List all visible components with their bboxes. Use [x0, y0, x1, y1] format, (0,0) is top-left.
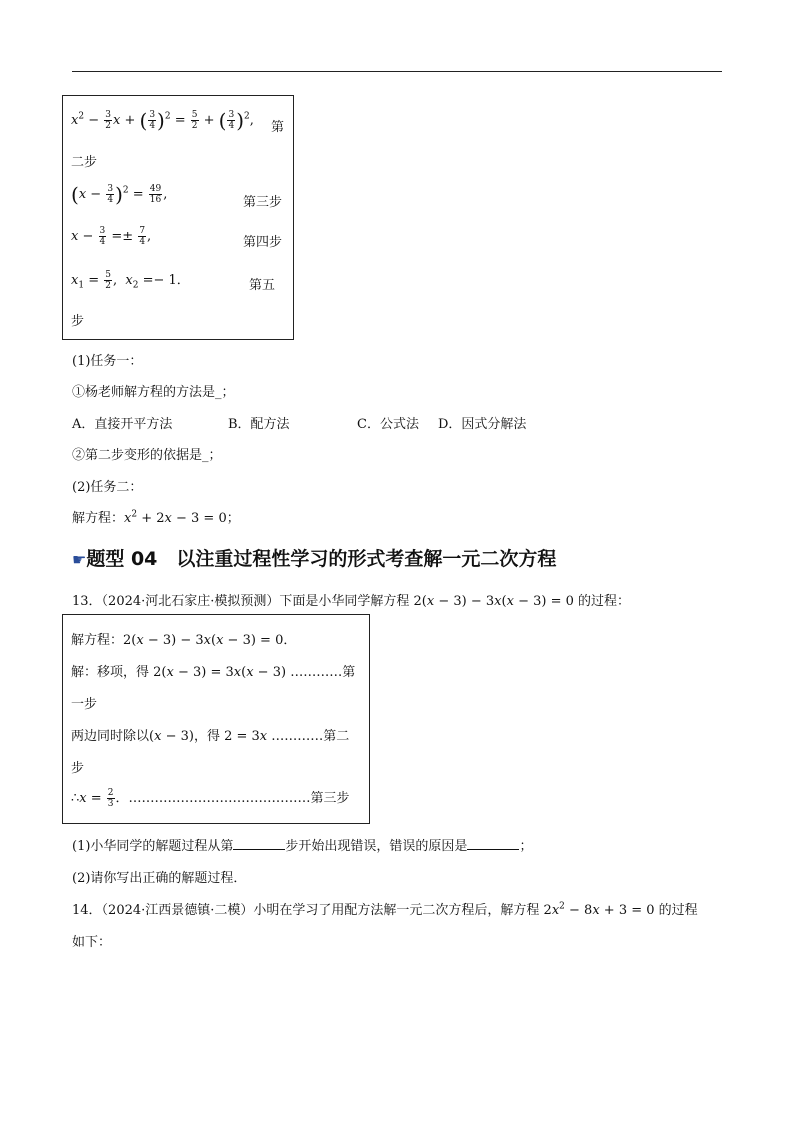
solution-steps-box: [62, 95, 294, 340]
step2-label-a: 第: [271, 120, 285, 135]
q13-stem-text: 13．（2024·河北石家庄·模拟预测）下面是小华同学解方程: [72, 594, 410, 609]
task1-title: (1)任务一：: [72, 354, 143, 369]
step3-equation: (x − $\frac{3}{4}$ )$^2$ = $\frac{49}{16}$ ,: [71, 182, 168, 207]
q14-stem: 14．（2024·江西景德镇·二模）小明在学习了用配方法解一元二次方程后，解方程 $2x^2 - 8x + 3 = 0$ 的过程: [72, 901, 698, 918]
q13-line1-prefix: 解方程：: [71, 633, 124, 648]
section-title: 题型 04 以注重过程性学习的形式考查解一元二次方程: [86, 548, 557, 570]
task2-prompt: 解方程：: [72, 511, 125, 526]
option-a: A．直接开平方法: [72, 417, 173, 432]
q13-sub2: (2)请你写出正确的解题过程．: [72, 871, 247, 886]
task1-question1: ①杨老师解方程的方法是_；: [72, 385, 235, 400]
step3-label: 第三步: [243, 195, 283, 210]
answer-blank-step[interactable]: [233, 836, 285, 850]
q13-line4-prefix: ∴: [71, 791, 80, 806]
q13-sub1-c: ；: [519, 839, 533, 854]
q13-line3-dots: …………第二: [271, 729, 350, 744]
q13-line1: 解方程：2(x − 3) − 3x(x − 3) = 0．: [71, 633, 297, 648]
header-rule: [72, 71, 722, 72]
q14-text-a: 14．（2024·江西景德镇·二模）小明在学习了用配方法解一元二次方程后，解方程: [72, 903, 540, 918]
q13-sub1-a: (1)小华同学的解题过程从第: [72, 839, 234, 854]
q13-line3: 两边同时除以(x − 3)，得 2 = 3x …………第二: [71, 729, 350, 744]
step5-equation: $x_1$ = $\frac{5}{2}$ , $x_2 =- 1$．: [71, 270, 190, 291]
section-heading: [72, 544, 556, 571]
step5-label-b: 步: [71, 314, 85, 329]
q14-text-b: 的过程: [658, 903, 698, 918]
q13-line2-prefix: 解：移项，得: [71, 665, 150, 680]
step2-equation: $x^2$ − $\frac{3}{2}$ x + ( $\frac{3}{4}$ )$^2$ = $\frac{5}{2}$ + ( $\frac{3}{4}$ )$^2$,: [71, 108, 254, 133]
task1-question2: ②第二步变形的依据是_；: [72, 448, 222, 463]
option-c: C．公式法: [357, 417, 419, 432]
task2-title: (2)任务二：: [72, 480, 143, 495]
q13-line2-cont: 一步: [71, 697, 98, 712]
q14-text-c: 如下：: [72, 935, 112, 950]
step2-label-b: 二步: [71, 155, 98, 170]
q13-line2-dots: …………第: [290, 665, 356, 680]
q13-stem-suffix: 的过程：: [578, 594, 631, 609]
q13-line3-cont: 步: [71, 761, 85, 776]
q13-solution-box: [62, 614, 370, 824]
step5-label-a: 第五: [249, 278, 276, 293]
q13-line4: ∴x = $\frac{2}{3}$ ．……………………………………第三步: [71, 788, 350, 809]
q13-line3-mid: ，得: [193, 729, 220, 744]
q13-line3-prefix: 两边同时除以: [71, 729, 150, 744]
answer-blank-reason[interactable]: [467, 836, 519, 850]
q13-line4-dots: ．……………………………………第三步: [115, 791, 350, 806]
q13-sub1: [72, 835, 532, 854]
q13-line2: 解：移项，得 2(x − 3) = 3x(x − 3) …………第: [71, 665, 356, 680]
option-d: D．因式分解法: [438, 417, 527, 432]
pointing-hand-icon: ☛: [72, 550, 87, 569]
step4-label: 第四步: [243, 235, 283, 250]
q13-stem: 13．（2024·河北石家庄·模拟预测）下面是小华同学解方程 2(x − 3) − 3x(x − 3) = 0 的过程：: [72, 594, 631, 609]
step4-equation: x − $\frac{3}{4}$ =± $\frac{7}{4}$ ,: [71, 226, 152, 247]
option-b: B．配方法: [228, 417, 290, 432]
task2-equation: 解方程：$x^2 + 2x - 3 = 0$；: [72, 509, 240, 526]
q13-sub1-b: 步开始出现错误，错误的原因是: [285, 839, 468, 854]
